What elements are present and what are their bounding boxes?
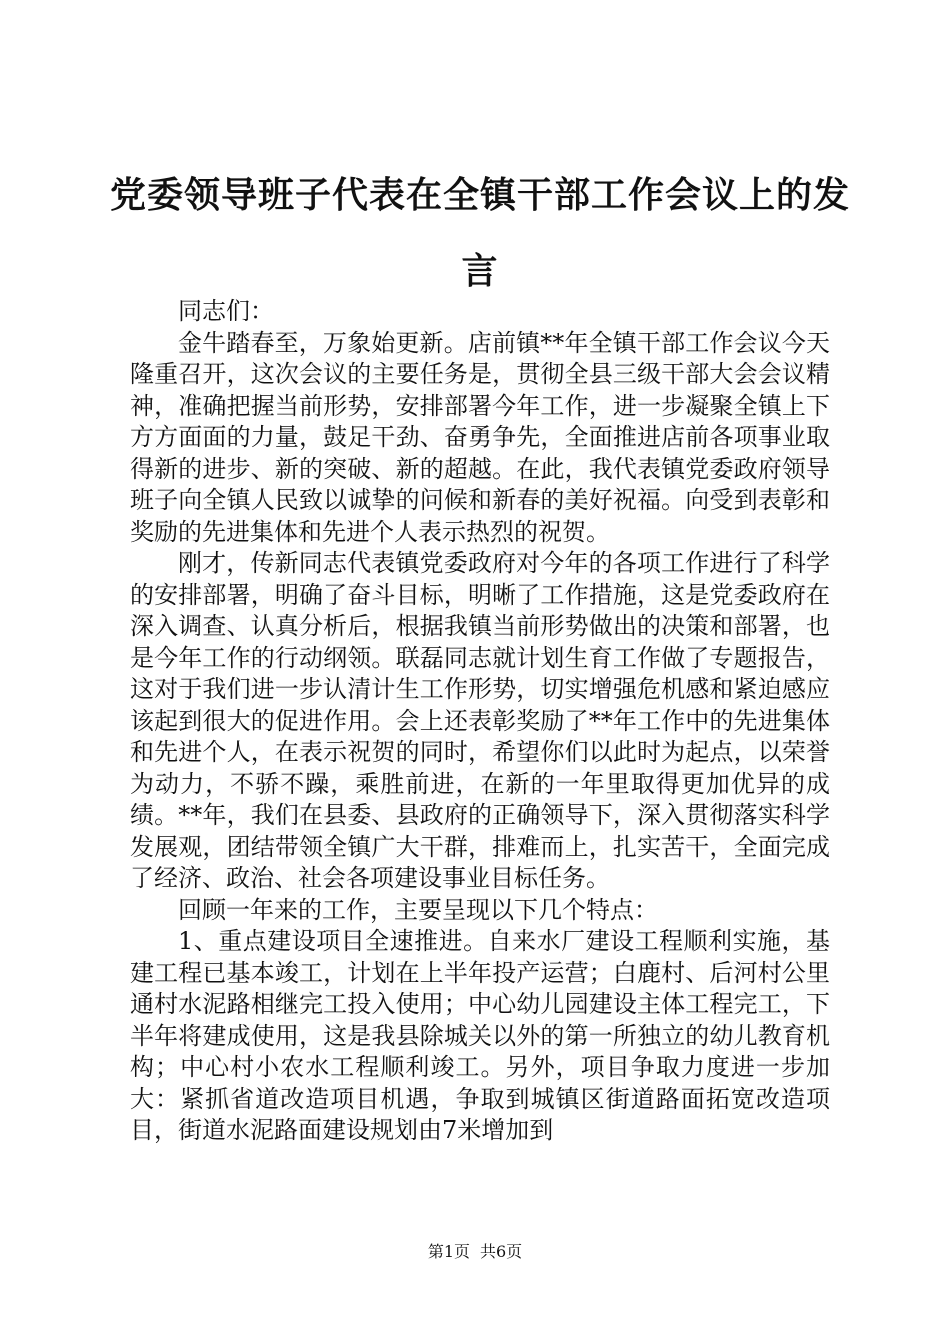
document-title: 党委领导班子代表在全镇干部工作会议上的发言 (110, 175, 851, 292)
paragraph-opening: 金牛踏春至，万象始更新。店前镇**年全镇干部工作会议今天隆重召开，这次会议的主要任务是，贯彻全县三级干部大会会议精神，准确把握当前形势，安排部署今年工作，进一步凝聚全镇上下方方面面的力量，鼓足干劲、奋勇争先，全面推进店前各项事业取得新的进步、新的突破、新的超越。在此，我代表镇党委政府领导班子向全镇人民致以诚挚的问候和新春的美好祝福。向受到表彰和奖励的先进集体和先进个人表示热烈的祝贺。 (130, 328, 830, 546)
document-body (130, 296, 830, 1147)
salutation: 同志们： (178, 297, 274, 325)
page-footer (0, 1240, 950, 1264)
paragraph-summary-intro: 回顾一年来的工作，主要呈现以下几个特点： (178, 895, 658, 924)
page-number: 第1页 (427, 1242, 470, 1261)
paragraph-review: 刚才，传新同志代表镇党委政府对今年的各项工作进行了科学的安排部署，明确了奋斗目标，明晰了工作措施，这是党委政府在深入调查、认真分析后，根据我镇当前形势做出的决策和部署，也是今年工作的行动纲领。联磊同志就计划生育工作做了专题报告，这对于我们进一步认清计生工作形势，切实增强危机感和紧迫感应该起到很大的促进作用。会上还表彰奖励了**年工作中的先进集体和先进个人，在表示祝贺的同时，希望你们以此时为起点，以荣誉为动力，不骄不躁，乘胜前进，在新的一年里取得更加优异的成绩。**年，我们在县委、县政府的正确领导下，深入贯彻落实科学发展观，团结带领全镇广大干群，排难而上，扎实苦干，全面完成了经济、政治、社会各项建设事业目标任务。 (130, 549, 830, 892)
paragraph-item-1: 1、重点建设项目全速推进。自来水厂建设工程顺利实施，基建工程已基本竣工，计划在上半年投产运营；白鹿村、后河村公里通村水泥路相继完工投入使用；中心幼儿园建设主体工程完工，下半年将建成使用，这是我县除城关以外的第一所独立的幼儿教育机构；中心村小农水工程顺利竣工。另外，项目争取力度进一步加大：紧抓省道改造项目机遇，争取到城镇区街道路面拓宽改造项目，街道水泥路面建设规划由7米增加到 (130, 927, 830, 1144)
page-total: 共6页 (480, 1242, 523, 1261)
